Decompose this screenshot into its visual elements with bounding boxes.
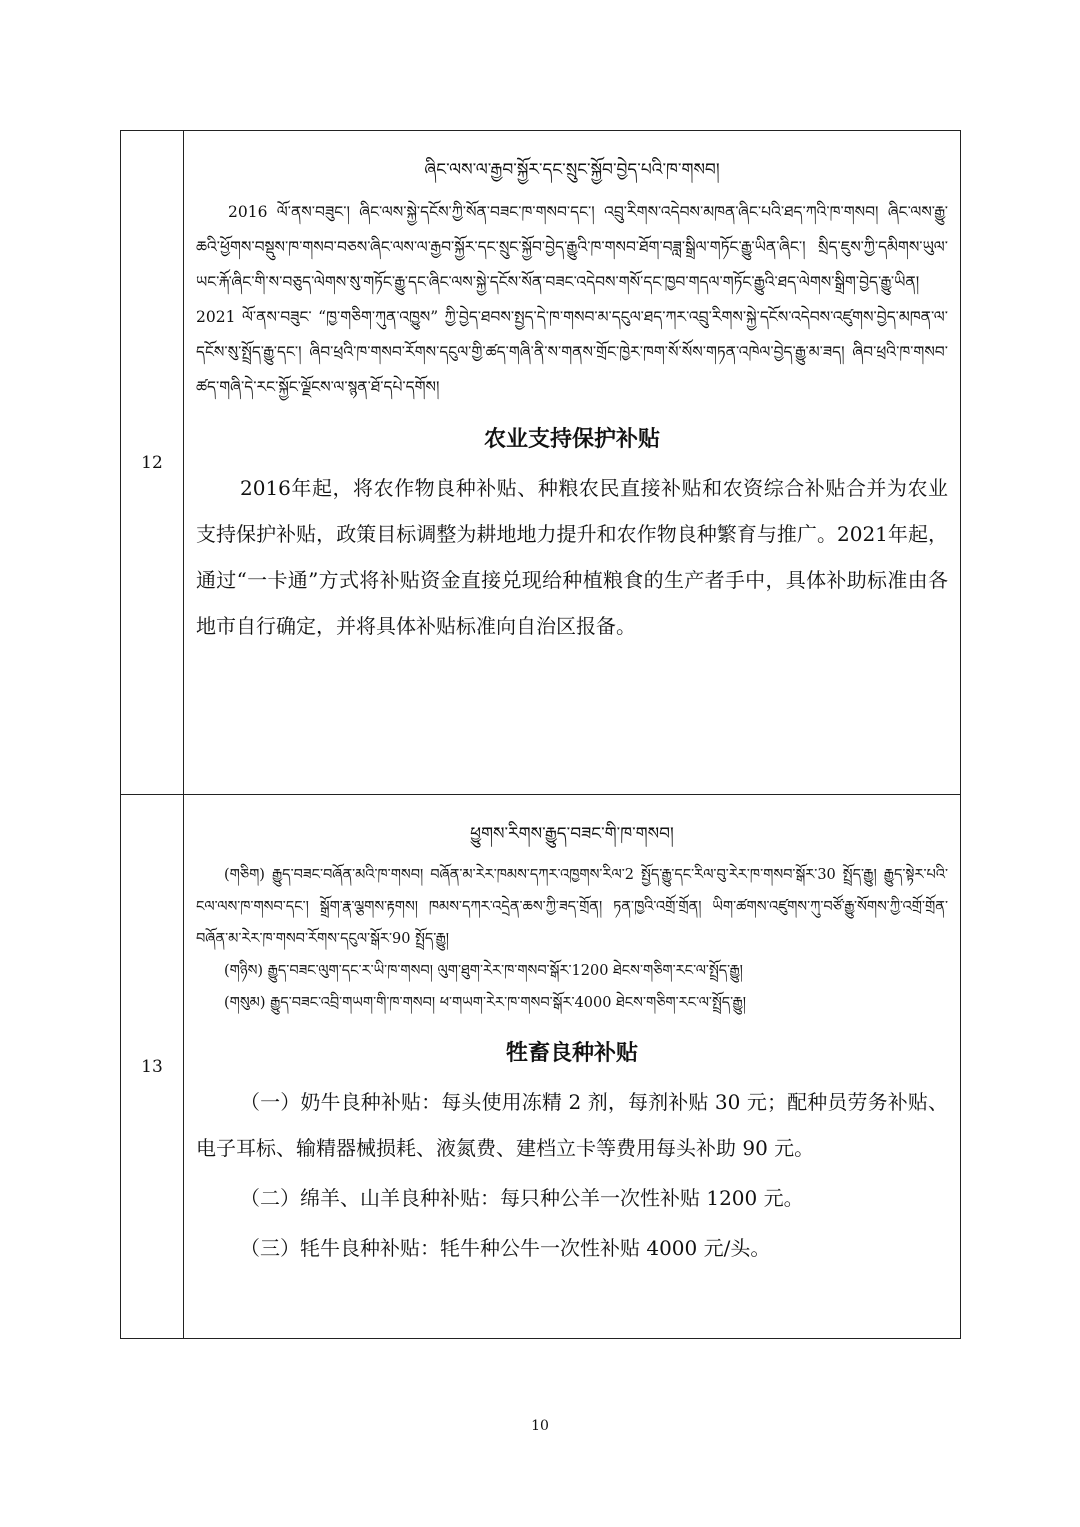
chinese-section-title: 牲畜良种补贴 bbox=[505, 1040, 638, 1066]
tibetan-section-title: ཞིང་ལས་ལ་རྒྱབ་སྐྱོར་དང་སྲུང་སྐྱོབ་བྱེད་པའི་ཁ་གསབ། bbox=[424, 160, 720, 180]
policy-table bbox=[120, 130, 961, 1339]
table-row bbox=[121, 131, 961, 795]
page-number: 10 bbox=[531, 1418, 549, 1434]
chinese-section-title: 农业支持保护补贴 bbox=[483, 426, 660, 452]
tibetan-section-title: ཕྱུགས་རིགས་རྒྱུད་བཟང་གི་ཁ་གསབ། bbox=[470, 824, 674, 844]
row-content bbox=[184, 795, 961, 1339]
chinese-list-item: （三）牦牛良种补贴：牦牛种公牛一次性补贴 4000 元/头。 bbox=[240, 1236, 771, 1260]
row-number: 12 bbox=[121, 131, 184, 795]
row-number: 13 bbox=[121, 795, 184, 1339]
chinese-list-item: （二）绵羊、山羊良种补贴：每只种公羊一次性补贴 1200 元。 bbox=[240, 1186, 804, 1210]
table-row bbox=[121, 795, 961, 1339]
row-content bbox=[184, 131, 961, 795]
chinese-paragraph: 2016年起，将农作物良种补贴、种粮农民直接补贴和农资综合补贴合并为农业支持保护补贴，政策目标调整为耕地地力提升和农作物良种繁育与推广。2021年起，通过“一卡通”方式将补贴资金直接兑现给种植粮食的生产者手中，具体补助标准由各地市自行确定，并将具体补贴标准向自治区报备。 bbox=[196, 476, 948, 638]
tibetan-list-item: (གསུམ) རྒྱུད་བཟང་འབྲི་གཡག་གི་ཁ་གསབ། ཕ་གཡག་རེར་ཁ་གསབ་སྒོར་4000 ཐེངས་གཅིག་རང་ལ་སྤྲོད་རྒྱུ། bbox=[224, 995, 746, 1011]
tibetan-list-item: (གཅིག) རྒྱུད་བཟང་བཞོན་མའི་ཁ་གསབ། བཞོན་མ་རེར་ཁམས་དཀར་འཁྱགས་རིལ་2 སྤྱོད་རྒྱུ་དང་རིལ་བུ་རེར་ཁ་གསབ་སྒོར་30 སྤྲོད་རྒྱུ། རྒྱུད་སྟེར་པའི་ངལ་ལས་ཁ་གསབ་དང་། སྒྲོག་རྣ་ལྕགས་རྟགས། ཁམས་དཀར་འདྲེན་ཆས་ཀྱི་ཟད་གྲོན། ཏན་ཁྱའི་འགྲོ་གྲོན། ཡིག་ཚགས་འཛུགས་ཀུ་བཙོ་རྒྱུ་སོགས་ཀྱི་འགྲོ་གྲོན་བཞོན་མ་རེར་ཁ་གསབ་རོགས་དངུལ་སྒོར་90 སྤྲོད་རྒྱུ། bbox=[196, 867, 948, 947]
tibetan-paragraph: 2016 ལོ་ནས་བཟུང་། ཞིང་ལས་སྐྱེ་དངོས་ཀྱི་སོན་བཟང་ཁ་གསབ་དང་། འབྲུ་རིགས་འདེབས་མཁན་ཞིང་པའི་ཐད་ཀའི་ཁ་གསབ། ཞིང་ལས་རྒྱུ་ཆའི་ཕྱོགས་བསྡུས་ཁ་གསབ་བཅས་ཞིང་ལས་ལ་རྒྱབ་སྐྱོར་དང་སྲུང་སྐྱོབ་བྱེད་རྒྱུའི་ཁ་གསབ་ཐོག་བཟླ་སྒྲིལ་གཏོང་རྒྱུ་ཡིན་ཞིང་། སྲིད་ཇུས་ཀྱི་དམིགས་ཡུལ་ཡང་རྐོ་ཞིང་གི་ས་བཅུད་ལེགས་སུ་གཏོང་རྒྱུ་དང་ཞིང་ལས་སྐྱེ་དངོས་སོན་བཟང་འདེབས་གསོ་དང་ཁྱབ་གདལ་གཏོང་རྒྱུའི་ཐད་ལེགས་སྒྲིག་བྱེད་རྒྱུ་ཡིན། 2021 ལོ་ནས་བཟུང་ “ཁྱ་གཅིག་ཀུན་འཁྱུས” ཀྱི་བྱེད་ཐབས་སྤྱད་དེ་ཁ་གསབ་མ་དངུལ་ཐད་ཀར་འབྲུ་རིགས་སྐྱེ་དངོས་འདེབས་འཛུགས་བྱེད་མཁན་ལ་དངོས་སུ་སྤྲོད་རྒྱུ་དང་། ཞིབ་ཕྲའི་ཁ་གསབ་རོགས་དངུལ་གྱི་ཚད་གཞི་ནི་ས་གནས་གྲོང་ཁྱེར་ཁག་སོ་སོས་གཏན་འཁེལ་བྱེད་རྒྱུ་མ་ཟད། ཞིབ་ཕྲའི་ཁ་གསབ་ཚད་གཞི་དེ་རང་སྐྱོང་ལྗོངས་ལ་སྙན་ཐོ་དཔེ་དགོས། bbox=[196, 203, 948, 396]
tibetan-list-item: (གཉིས) རྒྱུད་བཟང་ལུག་དང་ར་ཡི་ཁ་གསབ། ལུག་ཐུག་རེར་ཁ་གསབ་སྒོར་1200 ཐེངས་གཅིག་རང་ལ་སྤྲོད་རྒྱུ། bbox=[224, 963, 743, 979]
chinese-list-item: （一）奶牛良种补贴：每头使用冻精 2 剂，每剂补贴 30 元；配种员劳务补贴、电子耳标、输精器械损耗、液氮费、建档立卡等费用每头补助 90 元。 bbox=[196, 1090, 948, 1160]
